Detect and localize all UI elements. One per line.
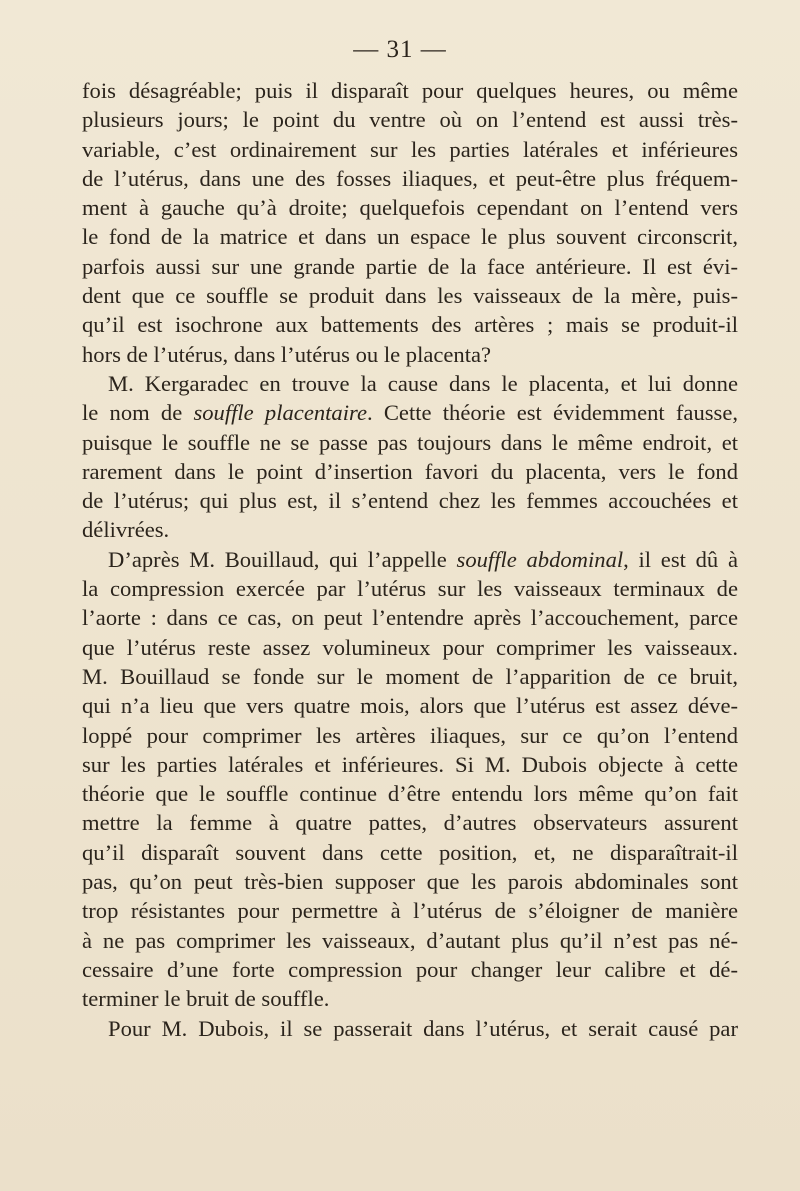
text-line: qu’il disparaît souvent dans cette position, et, ne disparaîtrait-il: [82, 839, 738, 865]
paragraph-1: [82, 76, 738, 369]
page-body: [82, 76, 738, 1043]
text-line: délivrées.: [82, 517, 170, 543]
text-line: M. Kergaradec en trouve la cause dans le placenta, et lui donne: [108, 370, 738, 396]
paragraph-3: [82, 545, 738, 1014]
text-line: variable, c’est ordinairement sur les parties latérales et inférieures: [82, 136, 738, 162]
text-line: hors de l’utérus, dans l’utérus ou le placenta?: [82, 341, 492, 367]
text-line: sur les parties latérales et inférieures. Si M. Dubois objecte à cette: [82, 751, 738, 777]
text-line: Pour M. Dubois, il se passerait dans l’utérus, et serait causé par: [108, 1015, 738, 1041]
italic-term: souffle abdominal: [456, 546, 624, 572]
text-line: que l’utérus reste assez volumineux pour comprimer les vaisseaux.: [82, 634, 738, 660]
text-line: ment à gauche qu’à droite; quelquefois cependant on l’entend vers: [82, 195, 738, 221]
text-fragment: , il est dû à: [623, 546, 738, 572]
paragraph-4: [82, 1014, 738, 1043]
text-fragment: D’après M. Bouillaud, qui l’appelle: [108, 546, 457, 572]
text-line: M. Bouillaud se fonde sur le moment de l’apparition de ce bruit,: [82, 663, 738, 689]
text-line: terminer le bruit de souffle.: [82, 986, 330, 1012]
text-line: la compression exercée par l’utérus sur les vaisseaux terminaux de: [82, 576, 738, 602]
text-line: qu’il est isochrone aux battements des artères ; mais se produit-il: [82, 312, 738, 338]
text-line: le fond de la matrice et dans un espace le plus souvent circonscrit,: [82, 224, 738, 250]
text-line: cessaire d’une forte compression pour changer leur calibre et dé-: [82, 956, 738, 982]
text-fragment: le nom de: [82, 400, 194, 426]
text-line: pas, qu’on peut très-bien supposer que les parois abdominales sont: [82, 869, 738, 895]
text-line: parfois aussi sur une grande partie de la face antérieure. Il est évi-: [82, 253, 738, 279]
text-line: dent que ce souffle se produit dans les vaisseaux de la mère, puis-: [82, 283, 738, 309]
text-fragment: . Cette théorie est évidemment fausse,: [366, 400, 739, 426]
paragraph-2: [82, 369, 738, 545]
text-line: de l’utérus; qui plus est, il s’entend chez les femmes accouchées et: [82, 488, 738, 514]
text-line-with-italic: [82, 545, 738, 574]
text-line: trop résistantes pour permettre à l’utérus de s’éloigner de manière: [82, 898, 738, 924]
text-line: plusieurs jours; le point du ventre où on l’entend est aussi très-: [82, 107, 738, 133]
text-line: à ne pas comprimer les vaisseaux, d’autant plus qu’il n’est pas né-: [82, 927, 738, 953]
italic-term: souffle placentaire: [193, 400, 367, 426]
text-line: théorie que le souffle continue d’être entendu lors même qu’on fait: [82, 781, 738, 807]
text-line: rarement dans le point d’insertion favori du placenta, vers le fond: [82, 458, 738, 484]
text-line: mettre la femme à quatre pattes, d’autres observateurs assurent: [82, 810, 738, 836]
text-line: puisque le souffle ne se passe pas toujours dans le même endroit, et: [82, 429, 738, 455]
text-line-with-italic: [82, 398, 738, 427]
text-line: fois désagréable; puis il disparaît pour quelques heures, ou même: [82, 78, 738, 103]
text-line: l’aorte : dans ce cas, on peut l’entendre après l’accouchement, parce: [82, 605, 738, 631]
text-line: loppé pour comprimer les artères iliaques, sur ce qu’on l’entend: [82, 722, 738, 748]
text-line: qui n’a lieu que vers quatre mois, alors que l’utérus est assez déve-: [82, 693, 738, 719]
page-number: — 31 —: [353, 36, 447, 63]
text-line: de l’utérus, dans une des fosses iliaques, et peut-être plus fréquem-: [82, 165, 738, 191]
